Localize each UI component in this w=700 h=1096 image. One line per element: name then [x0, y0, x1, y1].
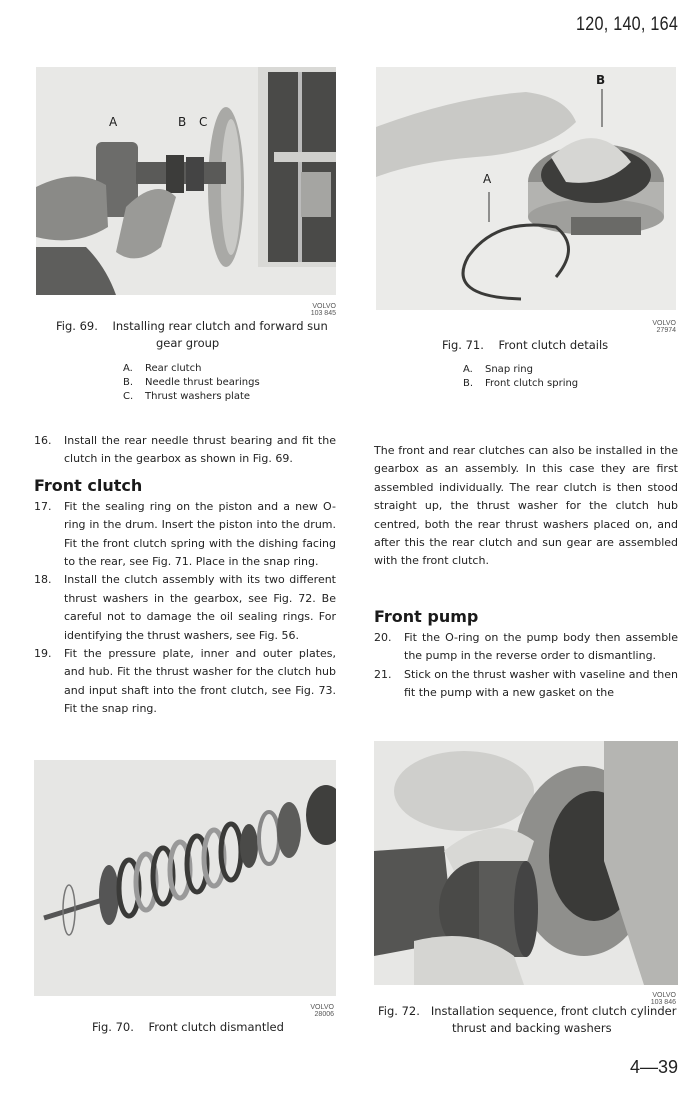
- legend-label: Rear clutch: [145, 363, 202, 374]
- right-column: [374, 442, 678, 702]
- volvo-mark: VOLVO: [310, 1004, 334, 1011]
- volvo-mark: VOLVO: [652, 320, 676, 327]
- caption-text-cont: thrust and backing washers: [452, 1021, 612, 1035]
- volvo-mark: VOLVO: [312, 303, 336, 310]
- step-21: [374, 666, 678, 703]
- volvo-number: 27974: [656, 327, 676, 334]
- fig69-photo: [36, 67, 336, 295]
- fig71-volvo-code: [636, 320, 676, 334]
- fig69-legend: [123, 362, 260, 404]
- step-number: 19.: [34, 647, 52, 661]
- legend-item: [123, 362, 260, 376]
- front-clutch-installation-illustration: [374, 741, 678, 985]
- legend-item: [463, 363, 578, 377]
- caption-number: Fig. 70.: [92, 1020, 134, 1034]
- callout-b: B: [178, 115, 187, 129]
- step-18: [34, 571, 336, 645]
- legend-key: A.: [123, 363, 133, 374]
- left-column: [34, 432, 336, 719]
- caption-number: Fig. 69.: [56, 319, 98, 333]
- legend-label: Needle thrust bearings: [145, 377, 260, 388]
- legend-key: A.: [463, 364, 473, 375]
- rear-clutch-install-illustration: [36, 67, 336, 295]
- step-text: Fit the pressure plate, inner and outer plates, and hub. Fit the thrust washer for the clutch hub and input shaft into the front clutch, see Fig. 73. Fit the snap ring.: [64, 647, 336, 716]
- caption-text: Installation sequence, front clutch cylinder: [430, 1004, 677, 1018]
- legend-key: B.: [123, 377, 134, 388]
- step-text: Fit the sealing ring on the piston and a new O-ring in the drum. Insert the piston into the drum. Fit the front clutch spring with the dishing facing to the rear, see Fig. 71. Place in the snap ring.: [64, 499, 336, 569]
- callout-a: A: [483, 172, 492, 186]
- callout-b: B: [596, 73, 606, 87]
- fig70-photo: [34, 760, 336, 996]
- front-clutch-exploded-illustration: [34, 760, 336, 996]
- section-title-front-pump: Front pump: [374, 606, 479, 626]
- legend-label: Front clutch spring: [485, 378, 579, 389]
- fig70-caption: [92, 1019, 284, 1036]
- fig71-legend: [463, 363, 578, 391]
- fig71-caption: [442, 337, 608, 354]
- caption-text: Installing rear clutch and forward sun: [112, 319, 328, 333]
- caption-number: Fig. 71.: [442, 338, 484, 352]
- section-title-front-clutch: Front clutch: [34, 475, 143, 495]
- page-number: 4—39: [629, 1057, 678, 1077]
- step-text: Stick on the thrust washer with vaseline and then fit the pump with a new gasket on the: [404, 667, 678, 700]
- step-text: Install the rear needle thrust bearing and fit the clutch in the gearbox as shown in Fig. 69.: [64, 434, 336, 466]
- step-text: Fit the O-ring on the pump body then assemble the pump in the reverse order to dismantling.: [404, 630, 678, 663]
- volvo-number: 28006: [314, 1011, 334, 1018]
- step-20: [374, 629, 678, 666]
- legend-key: B.: [463, 378, 474, 389]
- step-17: [34, 498, 336, 572]
- fig70-volvo-code: [294, 1004, 334, 1018]
- fig69-volvo-code: [296, 303, 336, 317]
- volvo-number: 103 845: [310, 310, 336, 317]
- step-number: 20.: [374, 630, 392, 644]
- legend-label: Thrust washers plate: [145, 391, 251, 402]
- fig69-caption: [56, 318, 346, 352]
- step-text: Install the clutch assembly with its two different thrust washers in the gearbox, see Fig. 72. Be careful not to damage the oil sealing rings. For identifying the thrust washers, see Fig. 56.: [64, 573, 336, 642]
- legend-item: [123, 390, 260, 404]
- legend-key: C.: [123, 391, 134, 402]
- legend-item: [123, 376, 260, 390]
- caption-text: Front clutch details: [498, 338, 609, 352]
- callout-a: A: [109, 115, 118, 129]
- step-16: [34, 432, 336, 469]
- front-clutch-details-illustration: [376, 67, 676, 310]
- caption-text: Front clutch dismantled: [148, 1020, 284, 1034]
- step-number: 18.: [34, 573, 52, 587]
- legend-label: Snap ring: [485, 364, 533, 375]
- volvo-mark: VOLVO: [652, 992, 676, 999]
- assembly-paragraph: The front and rear clutches can also be installed in the gearbox as an assembly. In this case they are first assembled individually. The rear clutch is then stood straight up, the thrust washer for the clutch hub centred, both the rear thrust washers placed on, and after this the rear clutch and sun gear are assembled with the front clutch.: [374, 444, 678, 568]
- step-number: 21.: [374, 667, 392, 681]
- fig71-photo: [376, 67, 676, 310]
- callout-c: C: [199, 115, 208, 129]
- caption-text-cont: gear group: [156, 336, 220, 350]
- page-header-models: 120, 140, 164: [575, 14, 678, 35]
- step-19: [34, 645, 336, 719]
- fig72-caption: [378, 1003, 683, 1037]
- fig72-photo: [374, 741, 678, 985]
- step-number: 17.: [34, 499, 52, 513]
- caption-number: Fig. 72.: [378, 1004, 420, 1018]
- step-number: 16.: [34, 434, 52, 447]
- volvo-number: 103 846: [650, 999, 676, 1006]
- legend-item: [463, 377, 578, 391]
